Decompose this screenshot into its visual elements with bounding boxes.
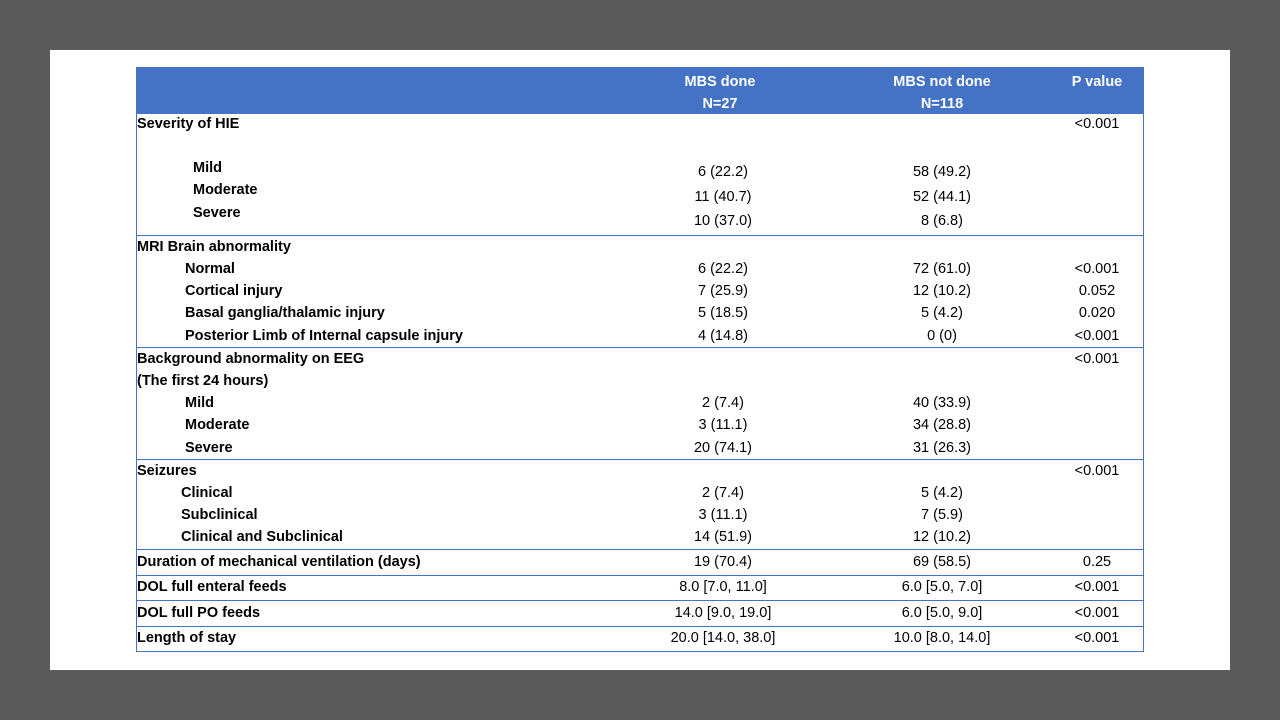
mri-not-basal: 5 (4.2) [921,305,963,321]
table-row [136,627,1144,652]
ventilation-done: 19 (70.4) [693,554,753,570]
po-feeds-label: DOL full PO feeds [137,605,261,621]
eeg-not-severe: 31 (26.3) [912,440,972,456]
header-mbs-done-label: MBS done [684,74,756,90]
mri-p-normal: <0.001 [1074,261,1120,277]
seizures-not-both: 12 (10.2) [912,529,972,545]
mri-done-cortical: 7 (25.9) [698,283,748,299]
eeg-done-moderate: 3 (11.1) [698,417,748,433]
mri-done-plic: 4 (14.8) [698,328,748,344]
mri-p-cortical: 0.052 [1078,283,1116,299]
severity-p-value: <0.001 [1074,116,1120,132]
mri-label-plic: Posterior Limb of Internal capsule injury [185,328,463,344]
mri-done-basal: 5 (18.5) [698,305,748,321]
seizures-label-subclinical: Subclinical [181,507,258,523]
po-feeds-done: 14.0 [9.0, 19.0] [674,605,772,621]
seizures-group [136,460,1144,550]
eeg-p-value: <0.001 [1074,351,1120,367]
severity-label-severe: Severe [193,205,241,221]
mri-label-normal: Normal [185,261,235,277]
header-p-value: P value [1071,74,1123,90]
header-mbs-not-done-n: N=118 [920,96,964,112]
severity-done-mild: 6 (22.2) [698,164,748,180]
eeg-group [136,348,1144,460]
seizures-not-subclinical: 7 (5.9) [921,507,963,523]
results-table [136,67,1144,652]
table-row [136,576,1144,601]
mri-done-normal: 6 (22.2) [698,261,748,277]
eeg-label-severe: Severe [185,440,233,456]
severity-done-moderate: 11 (40.7) [694,189,752,205]
eeg-subtitle: (The first 24 hours) [137,373,269,389]
slide [50,50,1230,670]
enteral-feeds-p: <0.001 [1074,579,1120,595]
seizures-not-clinical: 5 (4.2) [921,485,963,501]
eeg-done-mild: 2 (7.4) [702,395,744,411]
po-feeds-p: <0.001 [1074,605,1120,621]
enteral-feeds-label: DOL full enteral feeds [137,579,287,595]
ventilation-p: 0.25 [1082,554,1112,570]
severity-label-mild: Mild [193,160,222,176]
mri-p-plic: <0.001 [1074,328,1120,344]
table-row [136,601,1144,627]
seizures-done-both: 14 (51.9) [693,529,753,545]
eeg-title: Background abnormality on EEG [137,351,365,367]
header-mbs-not-done [872,71,1012,115]
severity-label-moderate: Moderate [193,182,258,198]
mri-group [136,236,1144,348]
eeg-label-moderate: Moderate [185,417,250,433]
severity-group [136,114,1144,236]
length-of-stay-label: Length of stay [137,630,237,646]
eeg-done-severe: 20 (74.1) [693,440,753,456]
seizures-title: Seizures [137,463,197,479]
ventilation-not: 69 (58.5) [912,554,972,570]
mri-p-basal: 0.020 [1078,305,1116,321]
mri-not-normal: 72 (61.0) [912,261,972,277]
length-of-stay-done: 20.0 [14.0, 38.0] [670,630,776,646]
table-row [136,550,1144,576]
severity-title: Severity of HIE [137,116,240,132]
mri-not-cortical: 12 (10.2) [912,283,972,299]
length-of-stay-not: 10.0 [8.0, 14.0] [893,630,991,646]
seizures-label-clinical: Clinical [181,485,233,501]
length-of-stay-p: <0.001 [1074,630,1120,646]
header-mbs-done [670,71,770,115]
severity-done-severe: 10 (37.0) [693,213,753,229]
header-mbs-not-done-label: MBS not done [893,74,991,90]
enteral-feeds-not: 6.0 [5.0, 7.0] [901,579,983,595]
mri-label-basal: Basal ganglia/thalamic injury [185,305,385,321]
seizures-done-subclinical: 3 (11.1) [698,507,748,523]
mri-label-cortical: Cortical injury [185,283,283,299]
seizures-label-both: Clinical and Subclinical [181,529,343,545]
mri-title: MRI Brain abnormality [137,239,291,255]
eeg-not-moderate: 34 (28.8) [912,417,972,433]
mri-not-plic: 0 (0) [927,328,957,344]
severity-not-severe: 8 (6.8) [921,213,963,229]
enteral-feeds-done: 8.0 [7.0, 11.0] [679,579,767,595]
table-header [136,67,1144,114]
seizures-p-value: <0.001 [1074,463,1120,479]
severity-not-moderate: 52 (44.1) [912,189,972,205]
ventilation-label: Duration of mechanical ventilation (days) [137,554,421,570]
po-feeds-not: 6.0 [5.0, 9.0] [901,605,983,621]
severity-not-mild: 58 (49.2) [912,164,972,180]
header-mbs-done-n: N=27 [702,96,738,112]
eeg-label-mild: Mild [185,395,214,411]
seizures-done-clinical: 2 (7.4) [702,485,744,501]
eeg-not-mild: 40 (33.9) [912,395,972,411]
